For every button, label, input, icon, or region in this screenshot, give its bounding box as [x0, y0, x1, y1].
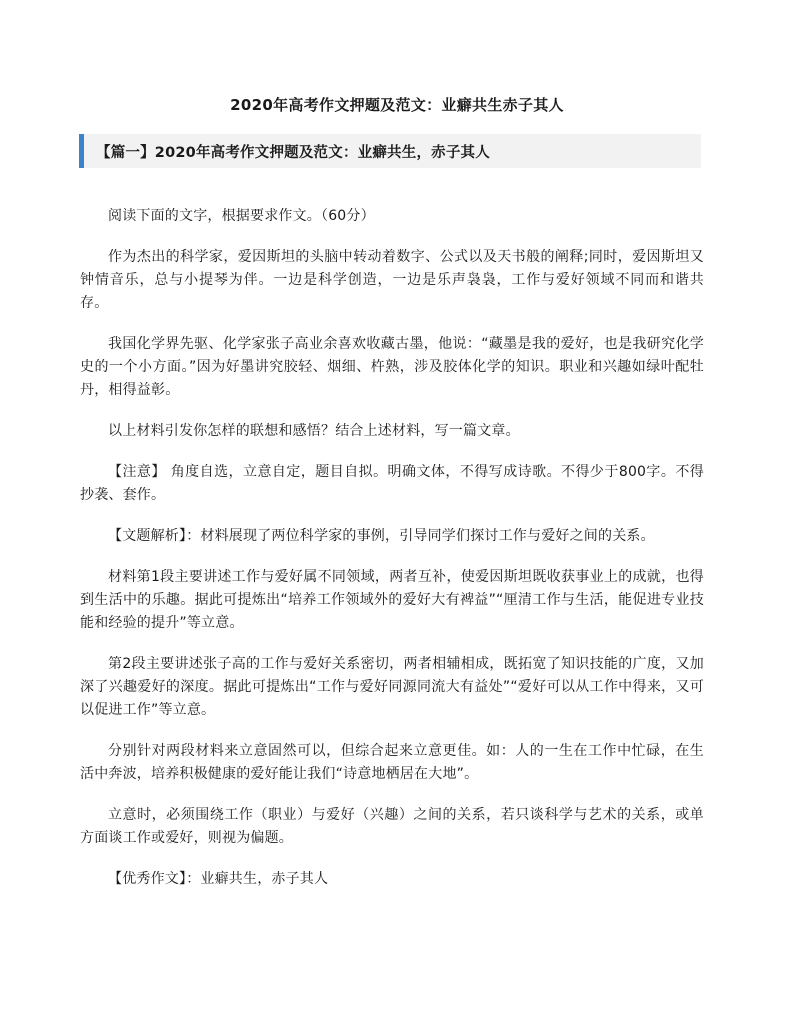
paragraph-excellent-essay: 【优秀作文】：业癖共生，赤子其人 [108, 871, 329, 887]
paragraph-notice: 【注意】 角度自选，立意自定，题目自拟。明确文体，不得写成诗歌。不得少于800字。不得抄袭、套作。 [80, 464, 704, 503]
paragraph-prompt: 以上材料引发你怎样的联想和感悟？结合上述材料，写一篇文章。 [108, 423, 520, 439]
paragraph-material-einstein: 作为杰出的科学家，爱因斯坦的头脑中转动着数字、公式以及天书般的阐释;同时，爱因斯坦又钟情音乐，总与小提琴为伴。一边是科学创造，一边是乐声袅袅，工作与爱好领域不同而和谐共存。 [80, 249, 704, 311]
paragraph-analysis: 【文题解析】：材料展现了两位科学家的事例，引导同学们探讨工作与爱好之间的关系。 [108, 528, 655, 544]
paragraph-instruction: 阅读下面的文字，根据要求作文。（60分） [108, 208, 375, 224]
paragraph-material-zhang: 我国化学界先驱、化学家张子高业余喜欢收藏古墨，他说：“藏墨是我的爱好，也是我研究化学史的一个小方面。”因为好墨讲究胶轻、烟细、杵熟，涉及胶体化学的知识。职业和兴趣如绿叶配牡丹，相得益彰。 [80, 336, 704, 398]
paragraph-analysis-warning: 立意时，必须围绕工作（职业）与爱好（兴趣）之间的关系，若只谈科学与艺术的关系，或单方面谈工作或爱好，则视为偏题。 [80, 807, 704, 846]
section-heading: 【篇一】2020年高考作文押题及范文：业癖共生，赤子其人 [96, 144, 490, 161]
paragraph-analysis-2: 第2段主要讲述张子高的工作与爱好关系密切，两者相辅相成，既拓宽了知识技能的广度，又加深了兴趣爱好的深度。据此可提炼出“工作与爱好同源同流大有益处”“爱好可以从工作中得来，又可以促进工作”等立意。 [80, 656, 704, 718]
document-title: 2020年高考作文押题及范文：业癖共生赤子其人 [230, 96, 564, 114]
section-heading-bar [79, 134, 701, 168]
paragraph-analysis-1: 材料第1段主要讲述工作与爱好属不同领域，两者互补，使爱因斯坦既收获事业上的成就，也得到生活中的乐趣。据此可提炼出“培养工作领域外的爱好大有裨益”“厘清工作与生活，能促进专业技能和经验的提升”等立意。 [80, 569, 704, 631]
document-body [80, 205, 704, 909]
paragraph-analysis-combined: 分别针对两段材料来立意固然可以，但综合起来立意更佳。如：人的一生在工作中忙碌，在生活中奔波，培养积极健康的爱好能让我们“诗意地栖居在大地”。 [80, 743, 704, 782]
